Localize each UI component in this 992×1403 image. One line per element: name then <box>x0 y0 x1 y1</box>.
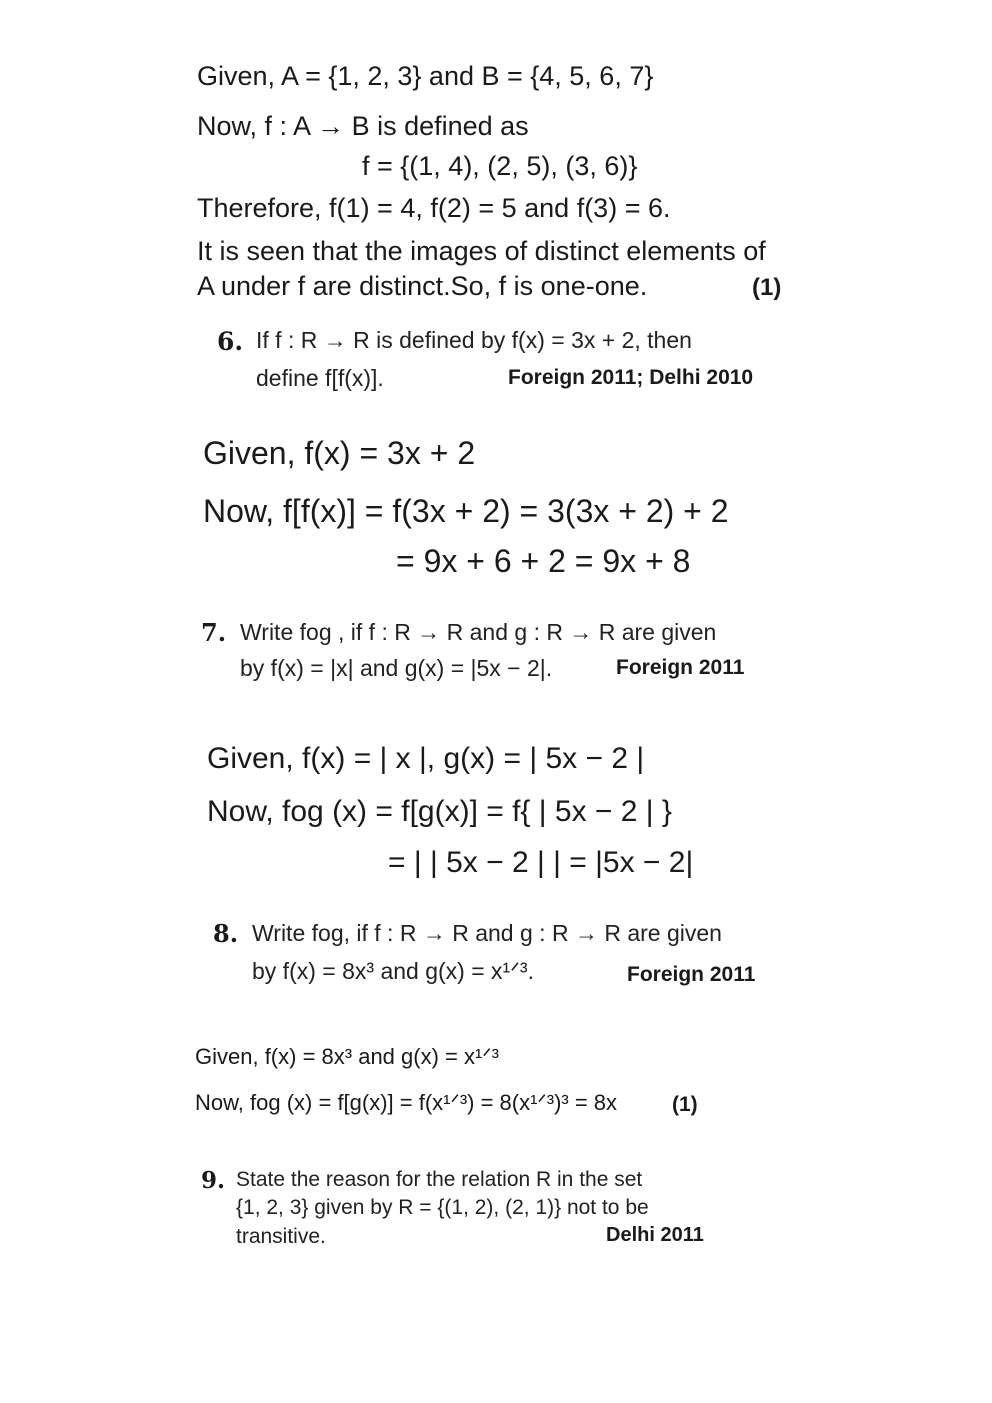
mark-label: (1) <box>752 274 782 301</box>
answer-line-images-distinct: It is seen that the images of distinct elements of <box>197 236 766 266</box>
question-9-source: Delhi 2011 <box>606 1224 704 1246</box>
question-9-line-1: State the reason for the relation R in the set <box>236 1168 643 1191</box>
question-number-9: 9. <box>201 1167 226 1194</box>
answer-line-therefore: Therefore, f(1) = 4, f(2) = 5 and f(3) = 6. <box>197 193 671 223</box>
answer-6-line-2: Now, f[f(x)] = f(3x + 2) = 3(3x + 2) + 2 <box>203 493 729 529</box>
question-8-source: Foreign 2011 <box>627 963 756 986</box>
question-8-line-1: Write fog, if f : R → R and g : R → R are given <box>252 920 722 946</box>
question-6-line-1: If f : R → R is defined by f(x) = 3x + 2, then <box>256 327 692 353</box>
question-6-source: Foreign 2011; Delhi 2010 <box>508 366 754 389</box>
answer-8-mark: (1) <box>672 1093 698 1116</box>
answer-line-given-sets: Given, A = {1, 2, 3} and B = {4, 5, 6, 7} <box>197 61 654 91</box>
answer-line-function-set: f = {(1, 4), (2, 5), (3, 6)} <box>362 151 638 181</box>
answer-7-line-1: Given, f(x) = | x |, g(x) = | 5x − 2 | <box>207 742 645 775</box>
question-7-line-1: Write fog , if f : R → R and g : R → R are given <box>240 619 717 645</box>
question-number-6: 6. <box>217 327 244 356</box>
question-6-line-2: define f[f(x)]. <box>256 365 384 391</box>
answer-line-one-one: A under f are distinct.So, f is one-one. <box>197 271 648 301</box>
answer-8-line-2: Now, fog (x) = f[g(x)] = f(x¹ᐟ³) = 8(x¹ᐟ³)³ = 8x <box>195 1090 618 1115</box>
question-number-7: 7. <box>201 618 227 647</box>
answer-6-line-3: = 9x + 6 + 2 = 9x + 8 <box>396 543 691 579</box>
question-9-line-2: {1, 2, 3} given by R = {(1, 2), (2, 1)} not to be <box>236 1196 649 1219</box>
answer-6-line-1: Given, f(x) = 3x + 2 <box>203 435 476 471</box>
answer-7-line-3: = | | 5x − 2 | | = |5x − 2| <box>388 846 694 879</box>
question-number-8: 8. <box>213 919 239 948</box>
question-7-line-2: by f(x) = |x| and g(x) = |5x − 2|. <box>240 655 553 681</box>
answer-8-line-1: Given, f(x) = 8x³ and g(x) = x¹ᐟ³ <box>195 1044 499 1069</box>
question-9-line-3: transitive. <box>236 1225 326 1248</box>
answer-7-line-2: Now, fog (x) = f[g(x)] = f{ | 5x − 2 | } <box>207 795 672 828</box>
answer-line-function-defined: Now, f : A → B is defined as <box>197 111 529 141</box>
question-8-line-2: by f(x) = 8x³ and g(x) = x¹ᐟ³. <box>252 958 534 984</box>
question-7-source: Foreign 2011 <box>616 656 745 679</box>
